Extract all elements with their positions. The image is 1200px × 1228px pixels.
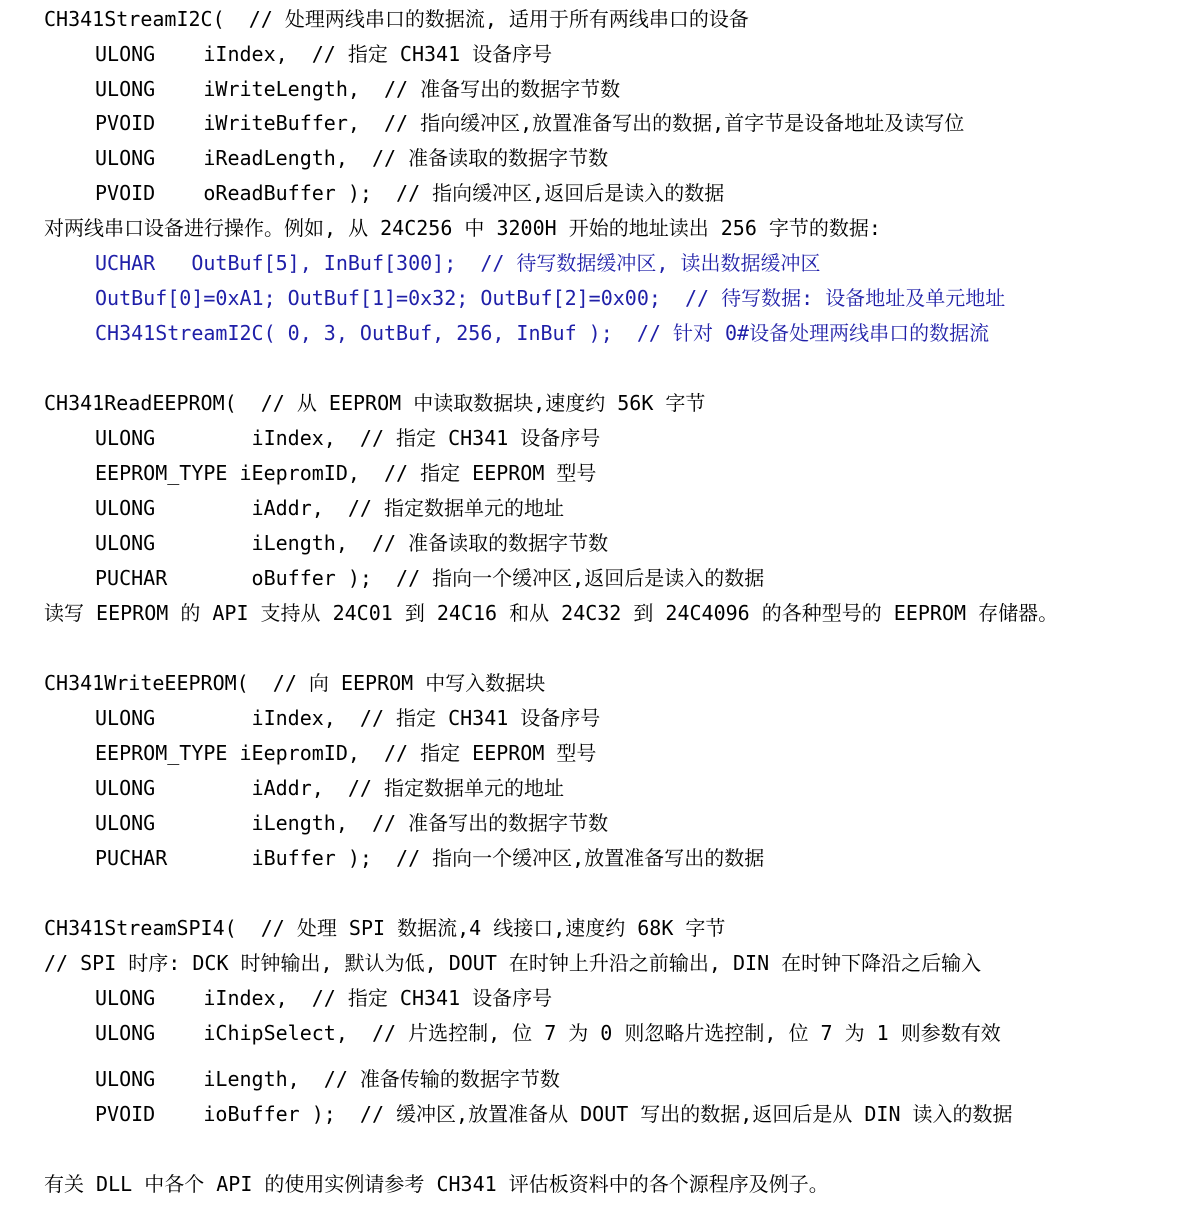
i2c-param: PVOID iWriteBuffer, // 指向缓冲区,放置准备写出的数据,首字节是设备地址及读写位 <box>95 111 965 135</box>
i2c-param: PVOID oReadBuffer ); // 指向缓冲区,返回后是读入的数据 <box>95 181 725 205</box>
read-eeprom-param: EEPROM_TYPE iEepromID, // 指定 EEPROM 型号 <box>95 461 597 485</box>
spi4-signature: CH341StreamSPI4( // 处理 SPI 数据流,4 线接口,速度约 68K 字节 <box>44 916 726 940</box>
spi4-param: ULONG iLength, // 准备传输的数据字节数 <box>95 1067 560 1091</box>
write-eeprom-param: ULONG iLength, // 准备写出的数据字节数 <box>95 811 609 835</box>
i2c-example-line: CH341StreamI2C( 0, 3, OutBuf, 256, InBuf ); // 针对 0#设备处理两线串口的数据流 <box>95 321 990 345</box>
spi4-param: ULONG iChipSelect, // 片选控制, 位 7 为 0 则忽略片选控制, 位 7 为 1 则参数有效 <box>95 1021 1001 1045</box>
spi4-timing-comment: // SPI 时序: DCK 时钟输出, 默认为低, DOUT 在时钟上升沿之前输出, DIN 在时钟下降沿之后输入 <box>44 951 982 975</box>
i2c-example-line: UCHAR OutBuf[5], InBuf[300]; // 待写数据缓冲区, 读出数据缓冲区 <box>95 251 821 275</box>
read-eeprom-param: ULONG iLength, // 准备读取的数据字节数 <box>95 531 609 555</box>
write-eeprom-signature: CH341WriteEEPROM( // 向 EEPROM 中写入数据块 <box>44 671 546 695</box>
i2c-description: 对两线串口设备进行操作。例如, 从 24C256 中 3200H 开始的地址读出 256 字节的数据: <box>44 216 881 240</box>
write-eeprom-param: EEPROM_TYPE iEepromID, // 指定 EEPROM 型号 <box>95 741 597 765</box>
write-eeprom-param: ULONG iAddr, // 指定数据单元的地址 <box>95 776 564 800</box>
read-eeprom-param: PUCHAR oBuffer ); // 指向一个缓冲区,返回后是读入的数据 <box>95 566 765 590</box>
i2c-signature: CH341StreamI2C( // 处理两线串口的数据流, 适用于所有两线串口的设备 <box>44 7 749 31</box>
spi4-param: ULONG iIndex, // 指定 CH341 设备序号 <box>95 986 553 1010</box>
i2c-example-line: OutBuf[0]=0xA1; OutBuf[1]=0x32; OutBuf[2]=0x00; // 待写数据: 设备地址及单元地址 <box>95 286 1006 310</box>
write-eeprom-param: ULONG iIndex, // 指定 CH341 设备序号 <box>95 706 601 730</box>
i2c-param: ULONG iWriteLength, // 准备写出的数据字节数 <box>95 77 621 101</box>
i2c-param: ULONG iReadLength, // 准备读取的数据字节数 <box>95 146 609 170</box>
read-eeprom-param: ULONG iAddr, // 指定数据单元的地址 <box>95 496 564 520</box>
footer-note: 有关 DLL 中各个 API 的使用实例请参考 CH341 评估板资料中的各个源程序及例子。 <box>44 1172 829 1196</box>
read-eeprom-signature: CH341ReadEEPROM( // 从 EEPROM 中读取数据块,速度约 56K 字节 <box>44 391 706 415</box>
write-eeprom-param: PUCHAR iBuffer ); // 指向一个缓冲区,放置准备写出的数据 <box>95 846 765 870</box>
eeprom-description: 读写 EEPROM 的 API 支持从 24C01 到 24C16 和从 24C32 到 24C4096 的各种型号的 EEPROM 存储器。 <box>44 601 1059 625</box>
spi4-param: PVOID ioBuffer ); // 缓冲区,放置准备从 DOUT 写出的数据,返回后是从 DIN 读入的数据 <box>95 1102 1013 1126</box>
i2c-param: ULONG iIndex, // 指定 CH341 设备序号 <box>95 42 553 66</box>
read-eeprom-param: ULONG iIndex, // 指定 CH341 设备序号 <box>95 426 601 450</box>
